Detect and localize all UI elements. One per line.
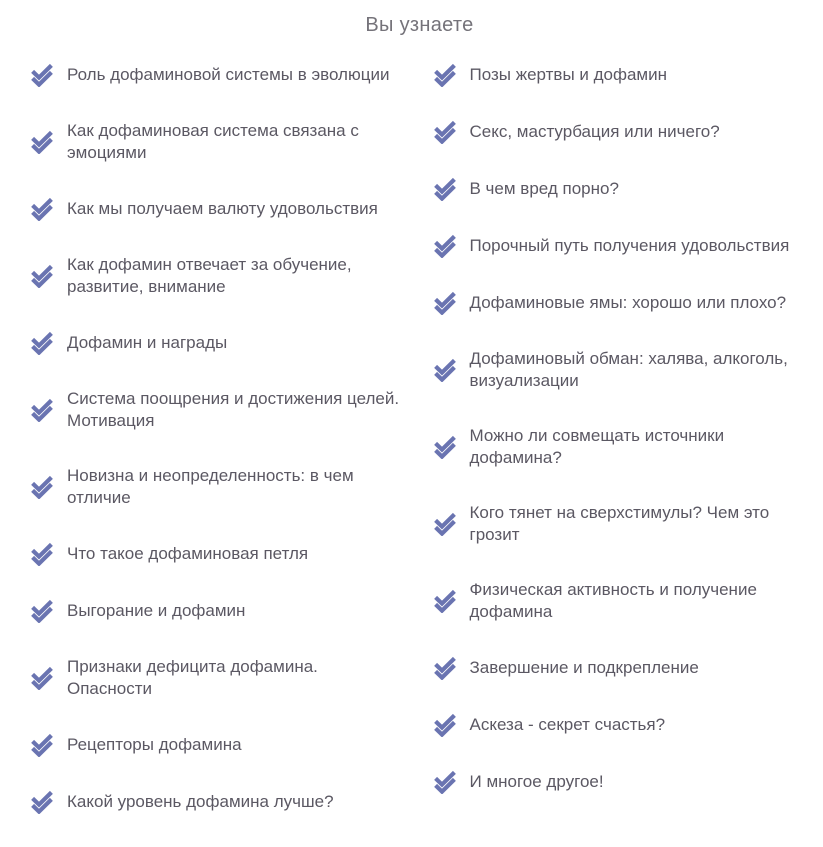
list-item [30, 733, 407, 757]
list-item [30, 542, 407, 566]
double-check-icon [433, 512, 457, 536]
section-title: Вы узнаете [365, 14, 474, 36]
list-item [433, 291, 810, 315]
double-check-icon [30, 63, 54, 87]
list-item-text: Как мы получаем валюту удовольствия [67, 199, 378, 218]
double-check-icon [433, 435, 457, 459]
list-item [433, 656, 810, 680]
double-check-icon [433, 358, 457, 382]
list-item [433, 177, 810, 201]
list-item-text: Завершение и подкрепление [469, 658, 699, 677]
double-check-icon [433, 770, 457, 794]
double-check-icon [433, 63, 457, 87]
list-item-text: Секс, мастурбация или ничего? [469, 122, 720, 141]
list-item [433, 502, 810, 546]
list-item-text: Как дофаминовая система связана с эмоциями [67, 121, 359, 162]
double-check-icon [30, 130, 54, 154]
double-check-icon [30, 666, 54, 690]
list-item-text: Новизна и неопределенность: в чем отличие [67, 466, 354, 507]
double-check-icon [433, 177, 457, 201]
double-check-icon [433, 589, 457, 613]
double-check-icon [30, 599, 54, 623]
list-item-text: Выгорание и дофамин [67, 601, 246, 620]
double-check-icon [433, 656, 457, 680]
list-item [30, 465, 407, 509]
list-item [433, 120, 810, 144]
double-check-icon [433, 713, 457, 737]
list-item [30, 790, 407, 814]
list-item [433, 770, 810, 794]
list-item [433, 425, 810, 469]
double-check-icon [30, 542, 54, 566]
list-item [433, 348, 810, 392]
list-item [30, 254, 407, 298]
list-item [433, 579, 810, 623]
list-item [433, 234, 810, 258]
double-check-icon [30, 264, 54, 288]
list-item-text: Признаки дефицита дофамина. Опасности [67, 657, 318, 698]
columns-container [30, 63, 809, 847]
list-item-text: Дофаминовый обман: халява, алкоголь, визуализации [469, 349, 788, 390]
list-item [30, 388, 407, 432]
double-check-icon [433, 234, 457, 258]
list-item-text: Дофамин и награды [67, 333, 228, 352]
list-item-text: Система поощрения и достижения целей. Мотивация [67, 389, 400, 430]
list-item-text: Кого тянет на сверхстимулы? Чем это грозит [469, 503, 770, 544]
list-item-text: Порочный путь получения удовольствия [469, 236, 790, 255]
double-check-icon [30, 331, 54, 355]
list-item-text: Какой уровень дофамина лучше? [67, 792, 334, 811]
list-item-text: Аскеза - секрет счастья? [469, 715, 666, 734]
double-check-icon [433, 120, 457, 144]
list-item-text: Дофаминовые ямы: хорошо или плохо? [469, 293, 787, 312]
list-item-text: И многое другое! [469, 772, 604, 791]
double-check-icon [30, 790, 54, 814]
list-item [30, 120, 407, 164]
list-item [30, 63, 407, 87]
list-item-text: В чем вред порно? [469, 179, 619, 198]
double-check-icon [433, 291, 457, 315]
list-item-text: Физическая активность и получение дофамина [469, 580, 757, 621]
list-item-text: Что такое дофаминовая петля [67, 544, 309, 563]
double-check-icon [30, 733, 54, 757]
list-item [30, 331, 407, 355]
list-item-text: Роль дофаминовой системы в эволюции [67, 65, 390, 84]
list-item [30, 197, 407, 221]
list-item [30, 599, 407, 623]
list-item-text: Позы жертвы и дофамин [469, 65, 667, 84]
column-left [30, 63, 407, 847]
column-right [433, 63, 810, 847]
double-check-icon [30, 398, 54, 422]
list-item [433, 63, 810, 87]
double-check-icon [30, 197, 54, 221]
list-item [433, 713, 810, 737]
list-item-text: Рецепторы дофамина [67, 735, 242, 754]
list-item-text: Можно ли совмещать источники дофамина? [469, 426, 725, 467]
list-item [30, 656, 407, 700]
double-check-icon [30, 475, 54, 499]
list-item-text: Как дофамин отвечает за обучение, развитие, внимание [67, 255, 352, 296]
